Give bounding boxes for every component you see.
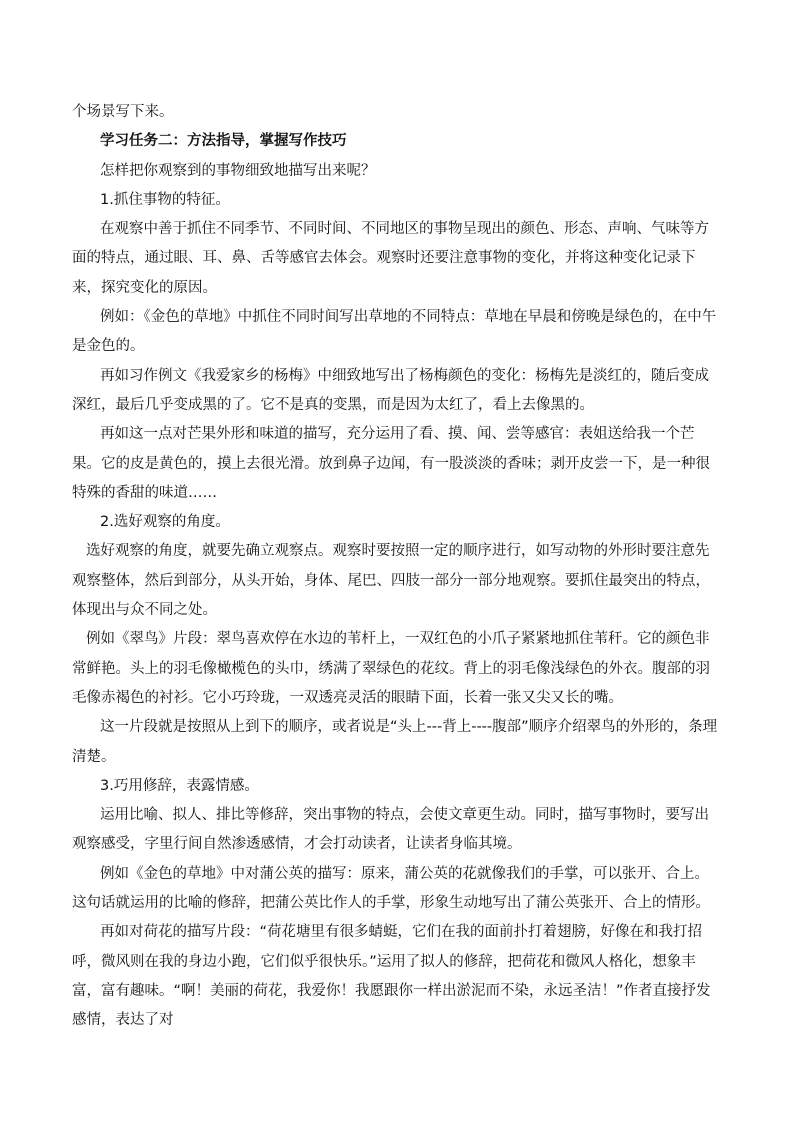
document-body: [72, 98, 722, 1036]
point-heading-1: 1.抓住事物的特征。: [100, 191, 230, 208]
paragraph-continuation: 个场景写下来。: [72, 104, 174, 120]
point-heading-3: 3.巧用修辞，表露情感。: [100, 777, 259, 794]
section-heading-task-two: 学习任务二：方法指导，掌握写作技巧: [100, 133, 347, 150]
paragraph-example-golden-meadow: 例如：《金色的草地》中抓住不同时间写出草地的不同特点：草地在早晨和傍晚是绿色的，在中午是金色的。: [72, 309, 717, 355]
point-heading-2: 2.选好观察的角度。: [100, 514, 230, 531]
question-paragraph: 怎样把你观察到的事物细致地描写出来呢？: [100, 162, 376, 179]
paragraph-example-kingfisher: 例如《翠鸟》片段：翠鸟喜欢停在水边的苇杆上，一双红色的小爪子紧紧地抓住苇秆。它的颜色非常鲜艳。头上的羽毛像橄榄色的头巾，绣满了翠绿色的花纹。背上的羽毛像浅绿色的外衣。腹部的羽毛像赤褐色的衬衫。它小巧玲珑，一双透亮灵活的眼睛下面，长着一张又尖又长的嘴。: [72, 631, 710, 706]
paragraph-example-bayberry: 再如习作例文《我爱家乡的杨梅》中细致地写出了杨梅颜色的变化：杨梅先是淡红的，随后变成深红，最后几乎变成黑的了。它不是真的变黑，而是因为太红了，看上去像黑的。: [72, 367, 709, 413]
paragraph-rhetoric: 运用比喻、拟人、排比等修辞，突出事物的特点，会使文章更生动。同时，描写事物时，要写出观察感受，字里行间自然渗透感情，才会打动读者，让读者身临其境。: [72, 807, 709, 853]
paragraph-example-dandelion: 例如《金色的草地》中对蒲公英的描写：原来，蒲公英的花就像我们的手掌，可以张开、合上。这句话就运用的比喻的修辞，把蒲公英比作人的手掌，形象生动地写出了蒲公英张开、合上的情形。: [72, 865, 710, 912]
paragraph-kingfisher-analysis: 这一片段就是按照从上到下的顺序，或者说是“头上---背上----腹部”顺序介绍翠鸟的外形的，条理清楚。: [72, 719, 718, 765]
paragraph-observation-angle: 选好观察的角度，就要先确立观察点。观察时要按照一定的顺序进行，如写动物的外形时要注意先观察整体，然后到部分，从头开始，身体、尾巴、四肢一部分一部分地观察。要抓住最突出的特点，体现出与众不同之处。: [72, 543, 710, 619]
paragraph-example-mango: 再如这一点对芒果外形和味道的描写，充分运用了看、摸、闻、尝等感官：表姐送给我一个芒果。它的皮是黄色的，摸上去很光滑。放到鼻子边闻，有一股淡淡的香味；剥开皮尝一下，是一种很特殊的香甜的味道……: [72, 426, 710, 501]
paragraph-observe-features: 在观察中善于抓住不同季节、不同时间、不同地区的事物呈现出的颜色、形态、声响、气味等方面的特点，通过眼、耳、鼻、舌等感官去体会。观察时还要注意事物的变化，并将这种变化记录下来，探究变化的原因。: [72, 221, 709, 296]
paragraph-example-lotus: 再如对荷花的描写片段：“荷花塘里有很多蜻蜓，它们在我的面前扑打着翅膀，好像在和我打招呼，微风则在我的身边小跑，它们似乎很快乐。”运用了拟人的修辞，把荷花和微风人格化，想象丰富，富有趣味。“啊！美丽的荷花，我爱你！我愿跟你一样出淤泥而不染，永远圣洁！”作者直接抒发感情，表达了对: [72, 924, 711, 1029]
